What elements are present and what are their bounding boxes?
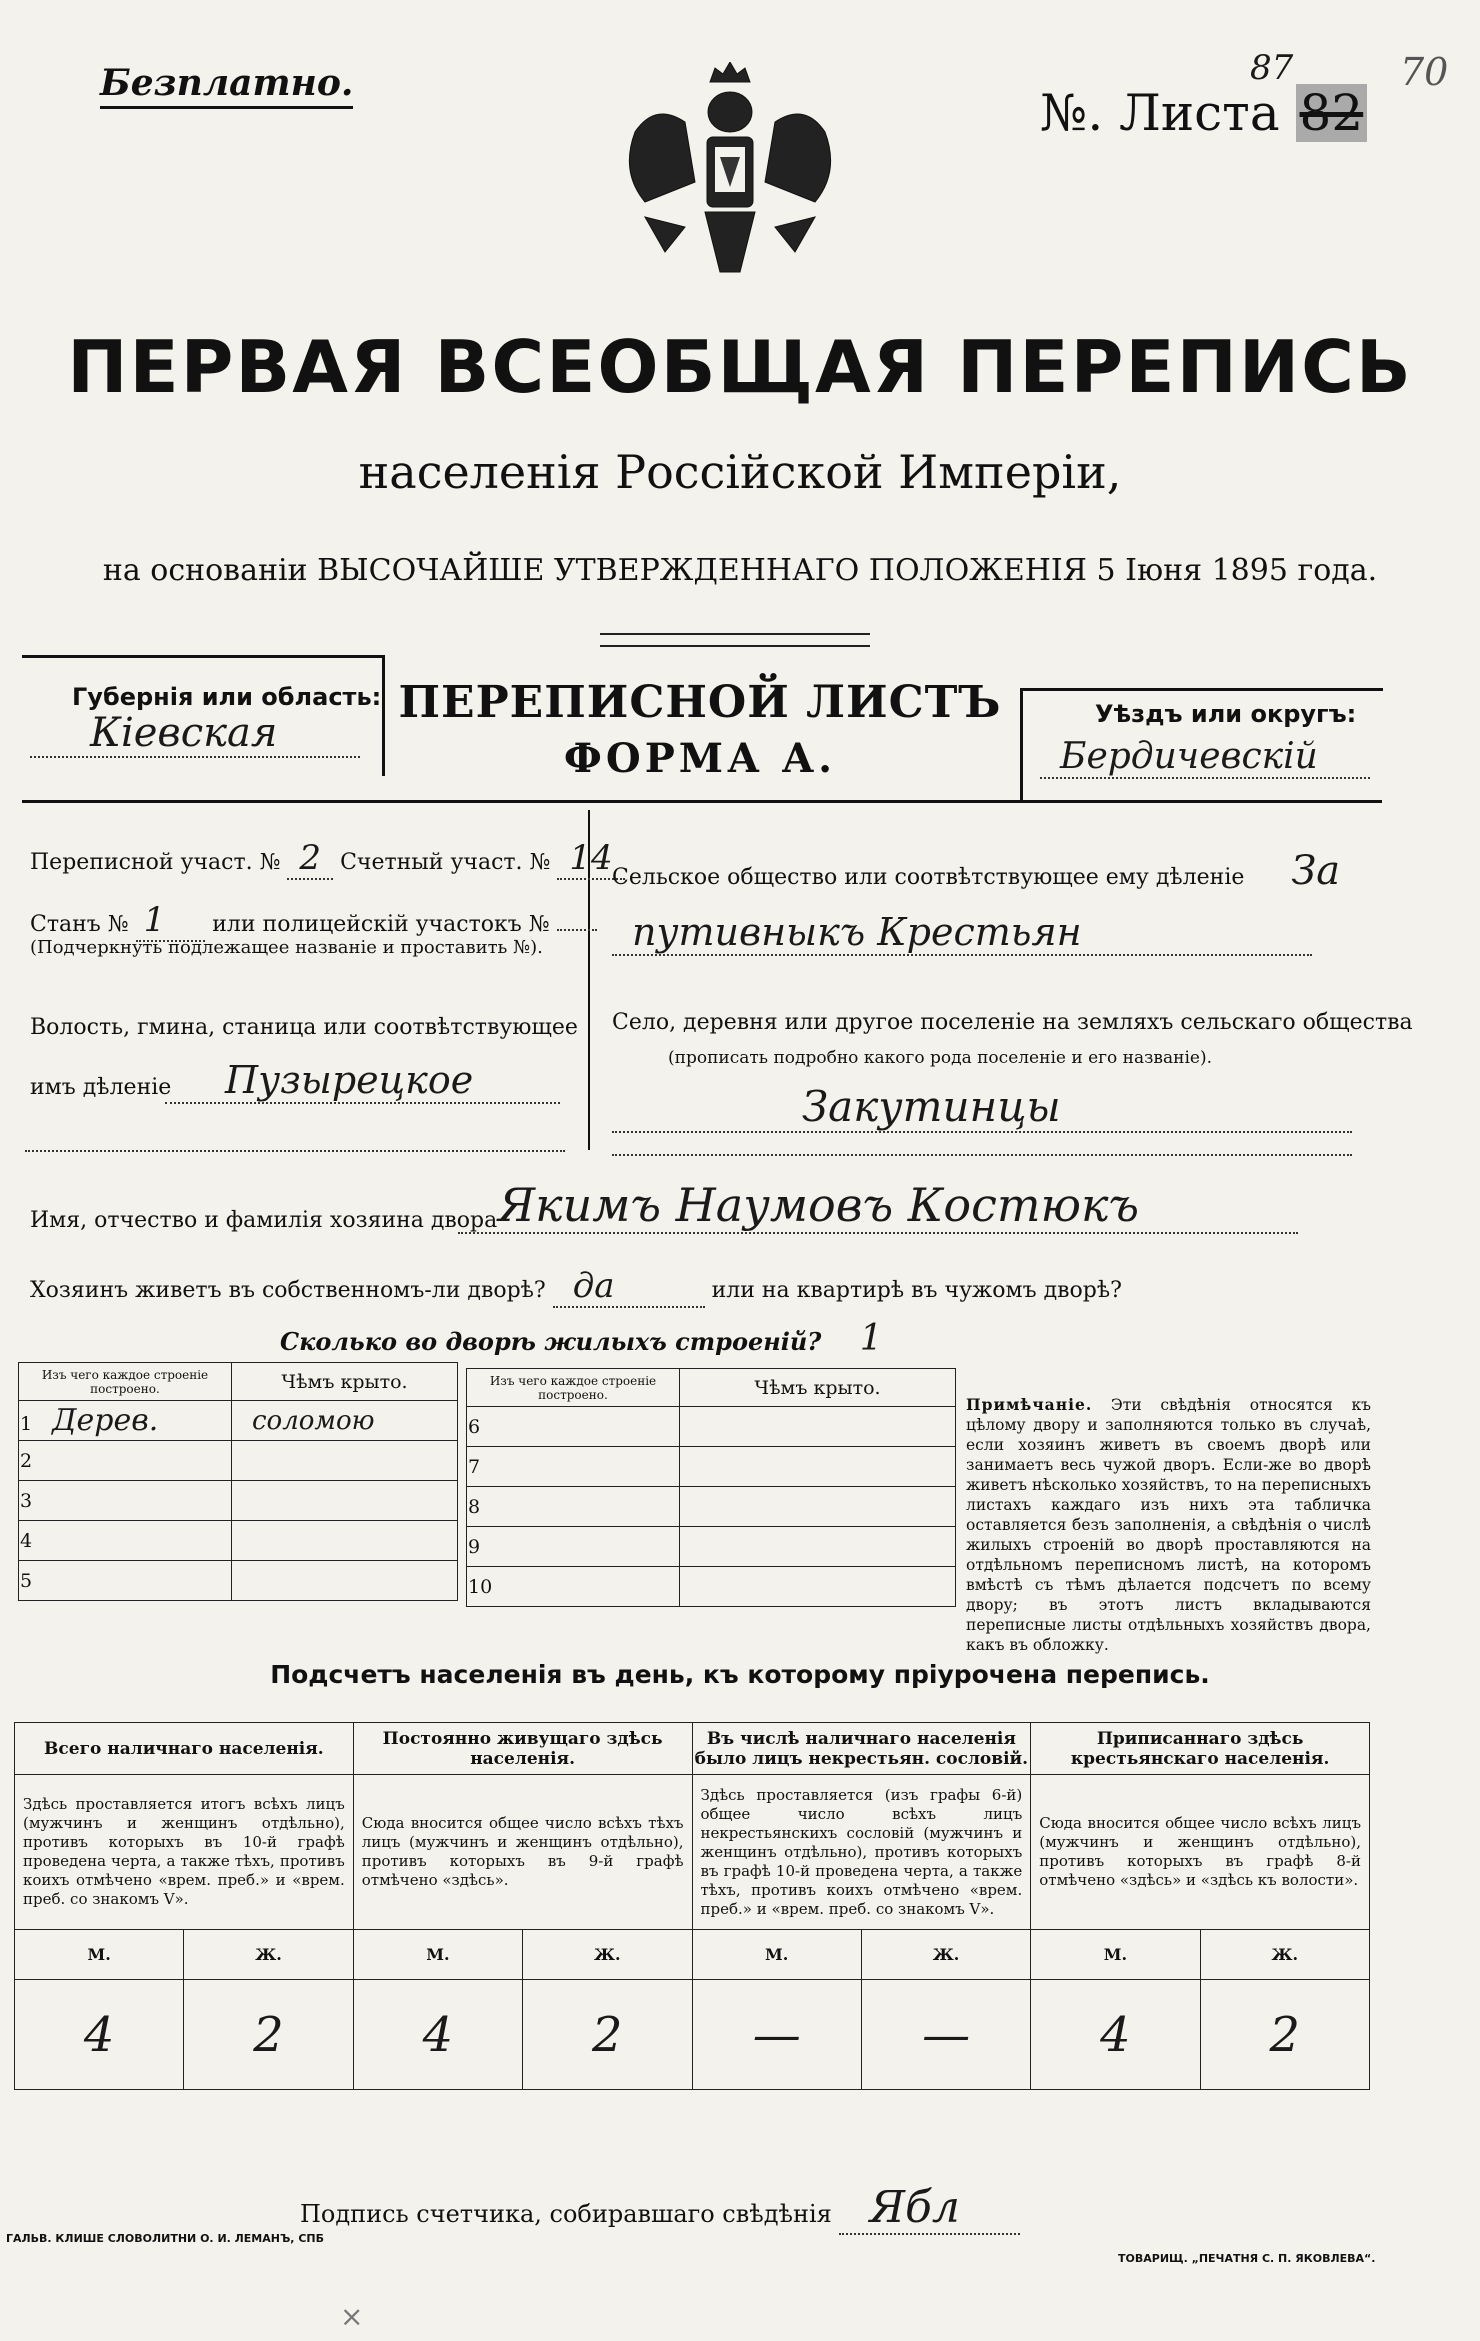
- district-label: Уѣздъ или округъ:: [1095, 700, 1357, 728]
- buildings-table-left: Изъ чего каждое строеніе построено. Чѣмъ крыто. 1 Дерев. соломою 2 3 4 5: [18, 1362, 458, 1601]
- census-section-row: Переписной участ. № 2 Счетный участ. № 14: [30, 838, 625, 878]
- buildings-value: 1: [859, 1318, 883, 1359]
- stan-note: (Подчеркнуть подлежащее названіе и проставить №).: [30, 937, 543, 958]
- form-header-rule: [22, 800, 1382, 803]
- footer-left: ГАЛЬВ. КЛИШЕ СЛОВОЛИТНИ О. И. ЛЕМАНЪ, СПБ: [6, 2232, 324, 2245]
- society-row: Сельское общество или соотвѣтствующее ему дѣленіе За: [612, 848, 1341, 894]
- district-value: Бердичевскій: [1040, 736, 1370, 779]
- count-section-value: 14: [557, 838, 624, 880]
- census-section-value: 2: [287, 838, 333, 880]
- count-registered-m: 4: [1031, 1980, 1200, 2090]
- ornament-divider: [600, 633, 870, 647]
- sheet-number-handwritten: 87: [1250, 48, 1294, 88]
- village-extra-line: [612, 1148, 1352, 1156]
- sheet-title: ПЕРЕПИСНОЙ ЛИСТЪ: [398, 677, 1002, 728]
- count-registered-f: 2: [1200, 1980, 1369, 2090]
- signature-value: Ябл: [839, 2182, 1019, 2235]
- count-nonpeasant-m: —: [692, 1980, 861, 2090]
- volost-label: Волость, гмина, станица или соотвѣтствующее: [30, 1015, 578, 1040]
- province-value: Кіевская: [30, 710, 360, 758]
- count-permanent-f: 2: [523, 1980, 692, 2090]
- village-label: Село, деревня или другое поселеніе на земляхъ сельскаго общества: [612, 1010, 1413, 1035]
- count-total-f: 2: [184, 1980, 353, 2090]
- stan-row: Станъ № 1 или полицейскій участокъ №: [30, 900, 597, 940]
- owner-name-value: Якимъ Наумовъ Костюкъ: [458, 1178, 1298, 1234]
- count-permanent-m: 4: [353, 1980, 522, 2090]
- note-block: Примѣчаніе. Эти свѣдѣнія относятся къ цѣлому двору и заполняются только въ случаѣ, если хозяинъ живетъ въ своемъ дворѣ или занимаетъ весь чужой дворъ. Если-же во дворѣ живетъ нѣсколько хозяйствъ, то на переписныхъ листахъ каждаго изъ нихъ эта табличка оставляется безъ заполненія, а свѣдѣнія о числѣ жилыхъ строеній во дворѣ проставляются на отдѣльномъ переписномъ листѣ, на которомъ вмѣстѣ съ тѣмъ дѣлается подсчетъ по всему двору; въ этотъ листъ вкладываются переписные листы отдѣльныхъ хозяйствъ двора, какъ въ обложку.: [966, 1395, 1371, 1654]
- society-value-2: путивныкъ Крестьян: [612, 910, 1312, 956]
- count-nonpeasant-f: —: [861, 1980, 1030, 2090]
- count-total-m: 4: [15, 1980, 184, 2090]
- sheet-number: №. Листа 82: [1040, 84, 1367, 142]
- society-value-1: За: [1291, 848, 1341, 894]
- subtitle: населенія Россійской Имперіи,: [358, 445, 1122, 499]
- province-label: Губернія или область:: [72, 683, 382, 711]
- buildings-row: Сколько во дворѣ жилыхъ строеній? 1: [280, 1318, 883, 1359]
- stan-value: 1: [136, 900, 206, 942]
- imperial-eagle-emblem: [615, 62, 845, 287]
- sheet-number-crossed: 82: [1296, 84, 1368, 142]
- owner-lives-value: да: [553, 1266, 705, 1308]
- volost-label-2: имъ дѣленіе: [30, 1075, 172, 1100]
- basis-line: на основаніи ВЫСОЧАЙШЕ УТВЕРЖДЕННАГО ПОЛОЖЕНІЯ 5 Іюня 1895 года.: [102, 553, 1378, 588]
- village-note: (прописать подробно какого рода поселеніе и его названіе).: [668, 1048, 1212, 1068]
- footer-right: ТОВАРИЩ. „ПЕЧАТНЯ С. П. ЯКОВЛЕВА“.: [1118, 2252, 1376, 2265]
- free-label: Безплатно.: [100, 62, 353, 109]
- form-name: ФОРМА А.: [563, 735, 837, 782]
- corner-number: 70: [1400, 50, 1449, 94]
- population-count-table: Всего наличнаго населенія. Постоянно живущаго здѣсь населенія. Въ числѣ наличнаго населенія было лицъ некрестьян. сословій. Приписаннаго здѣсь крестьянскаго населенія. Здѣсь проставляется итогъ всѣхъ лицъ (мужчинъ и женщинъ отдѣльно), противъ которыхъ въ 10-й графѣ проведена черта, а также тѣхъ, противъ коихъ отмѣчено «врем. преб.» и «врем. преб. со знакомъ V». Сюда вносится общее число всѣхъ тѣхъ лицъ (мужчинъ и женщинъ отдѣльно), противъ которыхъ въ 9-й графѣ отмѣчено «здѣсь». Здѣсь проставляется (изъ графы 6-й) общее число всѣхъ лицъ некрестьянскихъ сословій (мужчинъ и женщинъ отдѣльно), противъ которыхъ въ графѣ 10-й проведена черта, а также тѣхъ, противъ коихъ отмѣчено «врем. преб.» и «врем. преб. со знакомъ V». Сюда вносится общее число всѣхъ лицъ (мужчинъ и женщинъ отдѣльно), противъ которыхъ въ графѣ 8-й отмѣчено «здѣсь» и «здѣсь къ волости». М. Ж. М. Ж. М. Ж. М. Ж. 4 2 4 2 — — 4 2: [14, 1722, 1370, 2090]
- village-value: Закутинцы: [612, 1082, 1352, 1133]
- volost-extra-line: [25, 1140, 565, 1152]
- owner-name-label: Имя, отчество и фамилія хозяина двора: [30, 1208, 498, 1233]
- pencil-mark: ×: [340, 2300, 364, 2333]
- buildings-table-right: Изъ чего каждое строеніе построено. Чѣмъ крыто. 6 7 8 9 10: [466, 1368, 956, 1607]
- volost-value: Пузырецкое: [165, 1058, 560, 1104]
- count-title: Подсчетъ населенія въ день, къ которому пріурочена перепись.: [270, 1660, 1210, 1689]
- signature-row: Подпись счетчика, собиравшаго свѣдѣнія Ябл: [300, 2182, 1020, 2233]
- main-title: ПЕРВАЯ ВСЕОБЩАЯ ПЕРЕПИСЬ: [67, 325, 1413, 409]
- owner-lives-row: Хозяинъ живетъ въ собственномъ-ли дворѣ? да или на квартирѣ въ чужомъ дворѣ?: [30, 1266, 1122, 1306]
